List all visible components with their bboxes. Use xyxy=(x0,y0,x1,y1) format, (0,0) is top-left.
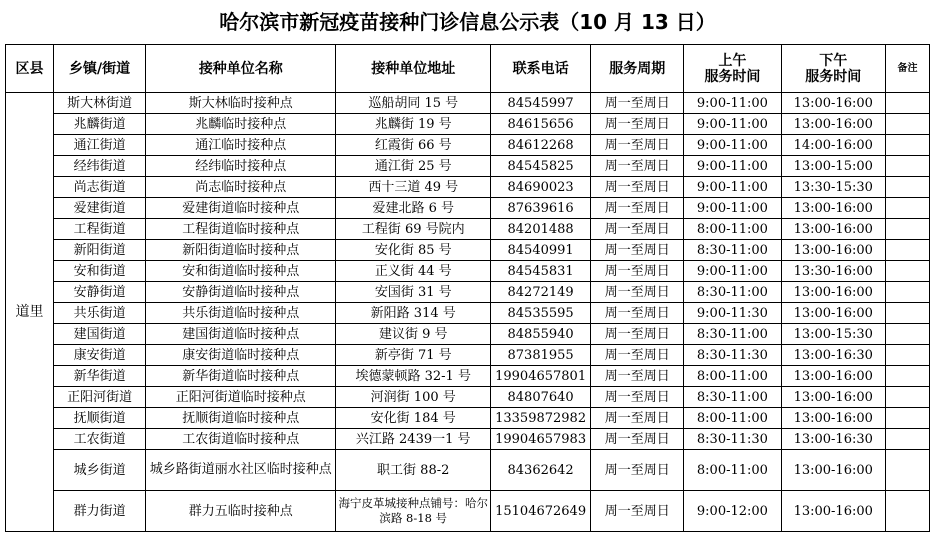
table-row xyxy=(6,324,930,345)
period-cell: 周一至周日 xyxy=(591,387,684,408)
period-cell: 周一至周日 xyxy=(591,408,684,429)
site-name-cell: 尚志临时接种点 xyxy=(146,177,336,198)
street-cell: 爱建街道 xyxy=(54,198,146,219)
site-address-cell: 安国街 31 号 xyxy=(336,282,491,303)
period-cell: 周一至周日 xyxy=(591,240,684,261)
header-period: 服务周期 xyxy=(591,45,684,93)
table-row xyxy=(6,345,930,366)
pm-time-cell: 13:30-16:00 xyxy=(781,261,885,282)
header-phone: 联系电话 xyxy=(490,45,590,93)
table-row xyxy=(6,177,930,198)
remark-cell xyxy=(885,324,929,345)
table-row xyxy=(6,240,930,261)
site-name-cell: 城乡路街道丽水社区临时接种点 xyxy=(146,450,336,491)
site-address-cell: 安化街 184 号 xyxy=(336,408,491,429)
phone-cell: 19904657801 xyxy=(490,366,590,387)
site-name-cell: 工农街道临时接种点 xyxy=(146,429,336,450)
remark-cell xyxy=(885,387,929,408)
period-cell: 周一至周日 xyxy=(591,156,684,177)
site-address-cell: 新亭街 71 号 xyxy=(336,345,491,366)
site-address-cell: 新阳路 314 号 xyxy=(336,303,491,324)
header-pm-line2: 服务时间 xyxy=(805,68,862,85)
pm-time-cell: 13:00-16:00 xyxy=(781,282,885,303)
site-name-cell: 新阳街道临时接种点 xyxy=(146,240,336,261)
am-time-cell: 9:00-11:00 xyxy=(684,156,781,177)
table-row xyxy=(6,93,930,114)
site-address-cell: 工程街 69 号院内 xyxy=(336,219,491,240)
street-cell: 尚志街道 xyxy=(54,177,146,198)
pm-time-cell: 13:00-16:00 xyxy=(781,366,885,387)
table-row xyxy=(6,450,930,491)
pm-time-cell: 13:00-16:00 xyxy=(781,387,885,408)
site-name-cell: 经纬临时接种点 xyxy=(146,156,336,177)
site-name-cell: 兆麟临时接种点 xyxy=(146,114,336,135)
phone-cell: 87639616 xyxy=(490,198,590,219)
pm-time-cell: 13:00-16:00 xyxy=(781,450,885,491)
pm-time-cell: 13:00-16:00 xyxy=(781,491,885,532)
remark-cell xyxy=(885,491,929,532)
period-cell: 周一至周日 xyxy=(591,114,684,135)
remark-cell xyxy=(885,114,929,135)
header-remark: 备注 xyxy=(885,45,929,93)
period-cell: 周一至周日 xyxy=(591,198,684,219)
street-cell: 城乡街道 xyxy=(54,450,146,491)
remark-cell xyxy=(885,156,929,177)
site-name-cell: 通江临时接种点 xyxy=(146,135,336,156)
street-cell: 新华街道 xyxy=(54,366,146,387)
street-cell: 安和街道 xyxy=(54,261,146,282)
am-time-cell: 8:30-11:00 xyxy=(684,324,781,345)
district-cell: 道里 xyxy=(6,93,54,532)
pm-time-cell: 13:00-15:00 xyxy=(781,156,885,177)
street-cell: 建国街道 xyxy=(54,324,146,345)
header-am-time xyxy=(684,45,781,93)
site-name-cell: 新华街道临时接种点 xyxy=(146,366,336,387)
am-time-cell: 9:00-11:00 xyxy=(684,261,781,282)
am-time-cell: 8:00-11:00 xyxy=(684,219,781,240)
site-address-cell: 海宁皮革城接种点铺号：哈尔滨路 8-18 号 xyxy=(336,491,491,532)
am-time-cell: 8:30-11:30 xyxy=(684,345,781,366)
am-time-cell: 9:00-11:00 xyxy=(684,114,781,135)
phone-cell: 84615656 xyxy=(490,114,590,135)
site-name-cell: 工程街道临时接种点 xyxy=(146,219,336,240)
period-cell: 周一至周日 xyxy=(591,491,684,532)
phone-cell: 13359872982 xyxy=(490,408,590,429)
street-cell: 斯大林街道 xyxy=(54,93,146,114)
period-cell: 周一至周日 xyxy=(591,324,684,345)
period-cell: 周一至周日 xyxy=(591,345,684,366)
header-pm-time xyxy=(781,45,885,93)
period-cell: 周一至周日 xyxy=(591,366,684,387)
period-cell: 周一至周日 xyxy=(591,429,684,450)
table-row xyxy=(6,387,930,408)
phone-cell: 84535595 xyxy=(490,303,590,324)
pm-time-cell: 13:00-16:30 xyxy=(781,345,885,366)
header-row xyxy=(6,45,930,93)
pm-time-cell: 13:00-16:00 xyxy=(781,93,885,114)
table-row xyxy=(6,198,930,219)
remark-cell xyxy=(885,450,929,491)
site-name-cell: 群力五临时接种点 xyxy=(146,491,336,532)
site-name-cell: 抚顺街道临时接种点 xyxy=(146,408,336,429)
street-cell: 共乐街道 xyxy=(54,303,146,324)
page-title: 哈尔滨市新冠疫苗接种门诊信息公示表（10 月 13 日） xyxy=(219,10,716,34)
period-cell: 周一至周日 xyxy=(591,219,684,240)
site-address-cell: 兴江路 2439一1 号 xyxy=(336,429,491,450)
street-cell: 通江街道 xyxy=(54,135,146,156)
table-row xyxy=(6,366,930,387)
site-address-cell: 安化街 85 号 xyxy=(336,240,491,261)
am-time-cell: 8:00-11:00 xyxy=(684,408,781,429)
phone-cell: 84855940 xyxy=(490,324,590,345)
remark-cell xyxy=(885,261,929,282)
remark-cell xyxy=(885,429,929,450)
street-cell: 抚顺街道 xyxy=(54,408,146,429)
am-time-cell: 8:30-11:00 xyxy=(684,282,781,303)
remark-cell xyxy=(885,240,929,261)
am-time-cell: 9:00-12:00 xyxy=(684,491,781,532)
pm-time-cell: 13:00-16:00 xyxy=(781,198,885,219)
period-cell: 周一至周日 xyxy=(591,93,684,114)
site-name-cell: 正阳河街道临时接种点 xyxy=(146,387,336,408)
phone-cell: 19904657983 xyxy=(490,429,590,450)
street-cell: 工程街道 xyxy=(54,219,146,240)
phone-cell: 84545831 xyxy=(490,261,590,282)
phone-cell: 84272149 xyxy=(490,282,590,303)
am-time-cell: 8:30-11:30 xyxy=(684,429,781,450)
phone-cell: 84540991 xyxy=(490,240,590,261)
vaccination-sites-table xyxy=(5,44,930,532)
header-site-name: 接种单位名称 xyxy=(146,45,336,93)
site-address-cell: 红霞街 66 号 xyxy=(336,135,491,156)
am-time-cell: 9:00-11:00 xyxy=(684,177,781,198)
pm-time-cell: 13:00-15:30 xyxy=(781,324,885,345)
pm-time-cell: 13:00-16:00 xyxy=(781,114,885,135)
table-row xyxy=(6,261,930,282)
table-row xyxy=(6,114,930,135)
header-street: 乡镇/街道 xyxy=(54,45,146,93)
remark-cell xyxy=(885,135,929,156)
remark-cell xyxy=(885,282,929,303)
header-am-line1: 上午 xyxy=(718,52,747,69)
street-cell: 工农街道 xyxy=(54,429,146,450)
remark-cell xyxy=(885,303,929,324)
period-cell: 周一至周日 xyxy=(591,282,684,303)
remark-cell xyxy=(885,177,929,198)
phone-cell: 84690023 xyxy=(490,177,590,198)
site-address-cell: 正义街 44 号 xyxy=(336,261,491,282)
remark-cell xyxy=(885,93,929,114)
street-cell: 兆麟街道 xyxy=(54,114,146,135)
remark-cell xyxy=(885,345,929,366)
pm-time-cell: 13:00-16:00 xyxy=(781,240,885,261)
pm-time-cell: 13:00-16:00 xyxy=(781,219,885,240)
table-row xyxy=(6,303,930,324)
phone-cell: 84807640 xyxy=(490,387,590,408)
remark-cell xyxy=(885,219,929,240)
site-address-cell: 河润街 100 号 xyxy=(336,387,491,408)
table-row xyxy=(6,282,930,303)
am-time-cell: 9:00-11:00 xyxy=(684,135,781,156)
am-time-cell: 8:30-11:00 xyxy=(684,387,781,408)
phone-cell: 84201488 xyxy=(490,219,590,240)
street-cell: 经纬街道 xyxy=(54,156,146,177)
phone-cell: 84612268 xyxy=(490,135,590,156)
am-time-cell: 9:00-11:00 xyxy=(684,198,781,219)
phone-cell: 84545825 xyxy=(490,156,590,177)
site-name-cell: 共乐街道临时接种点 xyxy=(146,303,336,324)
site-name-cell: 安静街道临时接种点 xyxy=(146,282,336,303)
table-row xyxy=(6,491,930,532)
site-address-cell: 通江街 25 号 xyxy=(336,156,491,177)
site-address-cell: 建议街 9 号 xyxy=(336,324,491,345)
am-time-cell: 9:00-11:30 xyxy=(684,303,781,324)
table-row xyxy=(6,408,930,429)
period-cell: 周一至周日 xyxy=(591,261,684,282)
am-time-cell: 8:00-11:00 xyxy=(684,450,781,491)
period-cell: 周一至周日 xyxy=(591,303,684,324)
remark-cell xyxy=(885,408,929,429)
site-address-cell: 西十三道 49 号 xyxy=(336,177,491,198)
street-cell: 正阳河街道 xyxy=(54,387,146,408)
pm-time-cell: 13:00-16:00 xyxy=(781,303,885,324)
am-time-cell: 8:00-11:00 xyxy=(684,366,781,387)
am-time-cell: 8:30-11:00 xyxy=(684,240,781,261)
street-cell: 安静街道 xyxy=(54,282,146,303)
pm-time-cell: 14:00-16:00 xyxy=(781,135,885,156)
table-row xyxy=(6,156,930,177)
phone-cell: 84545997 xyxy=(490,93,590,114)
site-address-cell: 兆麟街 19 号 xyxy=(336,114,491,135)
street-cell: 康安街道 xyxy=(54,345,146,366)
period-cell: 周一至周日 xyxy=(591,135,684,156)
site-name-cell: 康安街道临时接种点 xyxy=(146,345,336,366)
pm-time-cell: 13:30-15:30 xyxy=(781,177,885,198)
street-cell: 新阳街道 xyxy=(54,240,146,261)
pm-time-cell: 13:00-16:30 xyxy=(781,429,885,450)
am-time-cell: 9:00-11:00 xyxy=(684,93,781,114)
site-name-cell: 建国街道临时接种点 xyxy=(146,324,336,345)
site-name-cell: 安和街道临时接种点 xyxy=(146,261,336,282)
header-site-address: 接种单位地址 xyxy=(336,45,491,93)
site-name-cell: 斯大林临时接种点 xyxy=(146,93,336,114)
site-address-cell: 埃德蒙顿路 32-1 号 xyxy=(336,366,491,387)
period-cell: 周一至周日 xyxy=(591,177,684,198)
site-address-cell: 巡船胡同 15 号 xyxy=(336,93,491,114)
remark-cell xyxy=(885,366,929,387)
phone-cell: 87381955 xyxy=(490,345,590,366)
remark-cell xyxy=(885,198,929,219)
phone-cell: 84362642 xyxy=(490,450,590,491)
site-address-cell: 职工街 88-2 xyxy=(336,450,491,491)
table-row xyxy=(6,219,930,240)
period-cell: 周一至周日 xyxy=(591,450,684,491)
table-row xyxy=(6,429,930,450)
table-row xyxy=(6,135,930,156)
street-cell: 群力街道 xyxy=(54,491,146,532)
site-name-cell: 爱建街道临时接种点 xyxy=(146,198,336,219)
header-am-line2: 服务时间 xyxy=(704,68,761,85)
pm-time-cell: 13:00-16:00 xyxy=(781,408,885,429)
phone-cell: 15104672649 xyxy=(490,491,590,532)
site-address-cell: 爱建北路 6 号 xyxy=(336,198,491,219)
header-district: 区县 xyxy=(6,45,54,93)
header-pm-line1: 下午 xyxy=(819,52,848,69)
